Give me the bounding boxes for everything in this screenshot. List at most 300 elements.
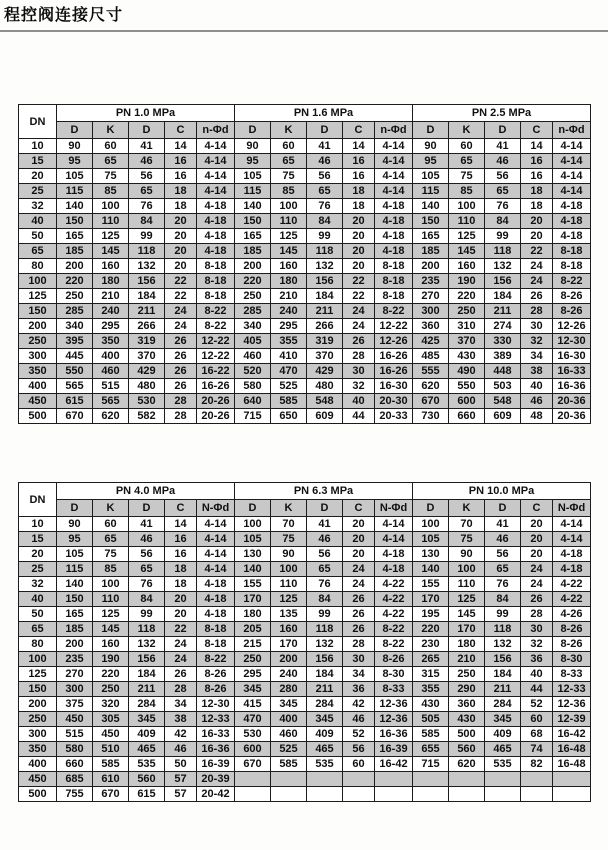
table-row xyxy=(19,517,591,532)
dimension-column-header: C xyxy=(343,122,375,139)
value-cell: 24 xyxy=(165,637,197,652)
value-cell: 90 xyxy=(57,139,93,154)
table-row xyxy=(19,274,591,289)
value-cell: 550 xyxy=(449,379,485,394)
value-cell xyxy=(521,772,553,787)
value-cell: 12-33 xyxy=(197,712,235,727)
value-cell: 250 xyxy=(93,682,129,697)
value-cell: 132 xyxy=(307,637,343,652)
value-cell: 34 xyxy=(165,697,197,712)
value-cell: 16 xyxy=(165,169,197,184)
value-cell: 360 xyxy=(413,319,449,334)
value-cell: 560 xyxy=(449,742,485,757)
value-cell: 40 xyxy=(343,394,375,409)
value-cell: 485 xyxy=(413,349,449,364)
value-cell: 44 xyxy=(343,409,375,424)
value-cell: 105 xyxy=(413,532,449,547)
value-cell: 160 xyxy=(93,259,129,274)
value-cell: 409 xyxy=(129,727,165,742)
value-cell: 30 xyxy=(343,652,375,667)
value-cell: 370 xyxy=(449,334,485,349)
dimension-column-header: C xyxy=(165,500,197,517)
value-cell: 180 xyxy=(93,274,129,289)
value-cell xyxy=(235,772,271,787)
value-cell: 265 xyxy=(413,652,449,667)
value-cell: 75 xyxy=(449,169,485,184)
value-cell: 548 xyxy=(485,394,521,409)
value-cell: 24 xyxy=(343,319,375,334)
value-cell: 319 xyxy=(307,334,343,349)
value-cell: 118 xyxy=(307,622,343,637)
value-cell: 8-18 xyxy=(197,622,235,637)
value-cell: 340 xyxy=(57,319,93,334)
value-cell: 156 xyxy=(485,652,521,667)
dn-cell: 20 xyxy=(19,547,57,562)
value-cell: 57 xyxy=(165,772,197,787)
value-cell: 60 xyxy=(93,517,129,532)
value-cell: 65 xyxy=(485,184,521,199)
value-cell: 185 xyxy=(57,622,93,637)
value-cell: 580 xyxy=(235,379,271,394)
value-cell: 211 xyxy=(485,682,521,697)
dimension-column-header: D xyxy=(413,122,449,139)
value-cell: 515 xyxy=(93,379,129,394)
dimension-column-header: D xyxy=(57,122,93,139)
value-cell: 8-18 xyxy=(553,259,591,274)
value-cell: 118 xyxy=(129,244,165,259)
table-row xyxy=(19,577,591,592)
value-cell: 75 xyxy=(93,169,129,184)
value-cell: 132 xyxy=(485,259,521,274)
value-cell: 20 xyxy=(165,259,197,274)
value-cell: 125 xyxy=(93,607,129,622)
value-cell: 145 xyxy=(449,244,485,259)
value-cell: 8-18 xyxy=(197,259,235,274)
value-cell: 18 xyxy=(343,199,375,214)
value-cell: 445 xyxy=(57,349,93,364)
value-cell xyxy=(521,787,553,802)
value-cell: 76 xyxy=(307,199,343,214)
value-cell: 565 xyxy=(93,394,129,409)
value-cell: 460 xyxy=(235,349,271,364)
value-cell: 4-18 xyxy=(375,229,413,244)
value-cell: 415 xyxy=(235,697,271,712)
dimension-column-header: n-Φd xyxy=(375,122,413,139)
value-cell: 450 xyxy=(57,712,93,727)
value-cell: 555 xyxy=(413,364,449,379)
value-cell: 16-30 xyxy=(375,379,413,394)
value-cell: 60 xyxy=(521,712,553,727)
value-cell: 20-33 xyxy=(375,409,413,424)
value-cell: 4-22 xyxy=(553,577,591,592)
table-row xyxy=(19,547,591,562)
value-cell: 42 xyxy=(343,697,375,712)
value-cell: 20 xyxy=(165,244,197,259)
pressure-class-header: PN 10.0 MPa xyxy=(413,483,591,500)
value-cell: 510 xyxy=(93,742,129,757)
value-cell: 140 xyxy=(413,199,449,214)
value-cell: 580 xyxy=(57,742,93,757)
value-cell: 685 xyxy=(57,772,93,787)
value-cell: 52 xyxy=(521,697,553,712)
value-cell: 505 xyxy=(413,712,449,727)
value-cell: 4-22 xyxy=(375,607,413,622)
value-cell: 84 xyxy=(129,214,165,229)
dimension-header-row xyxy=(19,122,591,139)
value-cell xyxy=(413,787,449,802)
value-cell: 110 xyxy=(449,214,485,229)
value-cell: 211 xyxy=(485,304,521,319)
table-row xyxy=(19,667,591,682)
value-cell: 535 xyxy=(485,757,521,772)
value-cell: 4-14 xyxy=(375,532,413,547)
value-cell: 115 xyxy=(57,184,93,199)
value-cell: 330 xyxy=(485,334,521,349)
dimension-column-header: K xyxy=(93,122,129,139)
value-cell: 660 xyxy=(449,409,485,424)
value-cell: 620 xyxy=(93,409,129,424)
value-cell: 90 xyxy=(271,547,307,562)
value-cell: 16-22 xyxy=(197,364,235,379)
table-row xyxy=(19,364,591,379)
dimension-column-header: C xyxy=(521,500,553,517)
value-cell: 4-14 xyxy=(553,532,591,547)
value-cell: 60 xyxy=(271,139,307,154)
dimension-column-header: N-Φd xyxy=(553,500,591,517)
value-cell: 8-26 xyxy=(553,304,591,319)
value-cell xyxy=(449,787,485,802)
value-cell: 32 xyxy=(521,637,553,652)
value-cell: 16 xyxy=(521,154,553,169)
value-cell: 300 xyxy=(413,304,449,319)
value-cell: 582 xyxy=(129,409,165,424)
value-cell: 16 xyxy=(165,547,197,562)
value-cell xyxy=(485,772,521,787)
value-cell: 16-30 xyxy=(553,349,591,364)
value-cell: 155 xyxy=(413,577,449,592)
value-cell: 40 xyxy=(521,667,553,682)
dimension-column-header: K xyxy=(449,122,485,139)
dimension-column-header: D xyxy=(485,122,521,139)
value-cell: 132 xyxy=(307,259,343,274)
value-cell: 125 xyxy=(449,592,485,607)
dn-cell: 450 xyxy=(19,772,57,787)
value-cell xyxy=(553,787,591,802)
value-cell: 250 xyxy=(235,289,271,304)
value-cell: 46 xyxy=(165,742,197,757)
value-cell: 20-26 xyxy=(197,409,235,424)
value-cell: 26 xyxy=(343,592,375,607)
dimension-column-header: n-Φd xyxy=(553,122,591,139)
value-cell: 84 xyxy=(307,592,343,607)
value-cell: 125 xyxy=(93,229,129,244)
dimension-column-header: C xyxy=(343,500,375,517)
value-cell: 4-18 xyxy=(197,244,235,259)
dn-cell: 40 xyxy=(19,214,57,229)
value-cell: 90 xyxy=(413,139,449,154)
value-cell: 410 xyxy=(271,349,307,364)
value-cell: 670 xyxy=(57,409,93,424)
value-cell: 56 xyxy=(307,169,343,184)
value-cell: 4-18 xyxy=(553,229,591,244)
dn-column-header: DN xyxy=(19,105,57,139)
value-cell: 42 xyxy=(165,727,197,742)
value-cell: 18 xyxy=(165,562,197,577)
dimension-column-header: D xyxy=(307,500,343,517)
dimension-column-header: K xyxy=(449,500,485,517)
value-cell: 75 xyxy=(271,532,307,547)
value-cell: 132 xyxy=(129,259,165,274)
dimension-column-header: D xyxy=(485,500,521,517)
value-cell: 655 xyxy=(413,742,449,757)
value-cell: 4-18 xyxy=(553,547,591,562)
value-cell: 400 xyxy=(93,349,129,364)
value-cell: 105 xyxy=(413,169,449,184)
value-cell: 195 xyxy=(413,607,449,622)
value-cell: 8-26 xyxy=(553,637,591,652)
dn-cell: 15 xyxy=(19,154,57,169)
pressure-class-header: PN 6.3 MPa xyxy=(235,483,413,500)
value-cell: 46 xyxy=(485,532,521,547)
value-cell: 34 xyxy=(343,667,375,682)
table-row xyxy=(19,607,591,622)
value-cell: 360 xyxy=(449,697,485,712)
value-cell: 115 xyxy=(235,184,271,199)
value-cell: 60 xyxy=(93,139,129,154)
dn-cell: 400 xyxy=(19,757,57,772)
value-cell: 345 xyxy=(235,682,271,697)
value-cell: 18 xyxy=(165,577,197,592)
value-cell: 12-22 xyxy=(375,319,413,334)
value-cell: 4-14 xyxy=(197,169,235,184)
value-cell: 660 xyxy=(57,757,93,772)
value-cell: 156 xyxy=(129,274,165,289)
value-cell: 68 xyxy=(521,727,553,742)
value-cell: 12-30 xyxy=(553,334,591,349)
value-cell: 125 xyxy=(271,592,307,607)
value-cell: 548 xyxy=(307,394,343,409)
value-cell: 375 xyxy=(57,697,93,712)
value-cell: 14 xyxy=(165,517,197,532)
value-cell: 20-30 xyxy=(375,394,413,409)
value-cell: 18 xyxy=(521,184,553,199)
value-cell: 26 xyxy=(521,289,553,304)
value-cell: 211 xyxy=(307,682,343,697)
dn-cell: 10 xyxy=(19,517,57,532)
value-cell: 284 xyxy=(129,697,165,712)
value-cell: 4-14 xyxy=(375,154,413,169)
value-cell: 285 xyxy=(57,304,93,319)
value-cell: 160 xyxy=(449,259,485,274)
value-cell: 46 xyxy=(307,154,343,169)
value-cell: 184 xyxy=(485,289,521,304)
value-cell: 90 xyxy=(57,517,93,532)
value-cell: 28 xyxy=(521,607,553,622)
value-cell: 150 xyxy=(57,592,93,607)
value-cell: 76 xyxy=(129,577,165,592)
value-cell: 170 xyxy=(413,592,449,607)
value-cell: 465 xyxy=(485,742,521,757)
value-cell: 20 xyxy=(521,532,553,547)
value-cell: 20 xyxy=(343,229,375,244)
dn-cell: 150 xyxy=(19,682,57,697)
value-cell: 18 xyxy=(343,184,375,199)
value-cell: 99 xyxy=(485,607,521,622)
value-cell: 100 xyxy=(449,199,485,214)
value-cell: 184 xyxy=(129,289,165,304)
value-cell: 156 xyxy=(307,274,343,289)
pressure-class-header: PN 2.5 MPa xyxy=(413,105,591,122)
value-cell: 20 xyxy=(521,229,553,244)
dn-cell: 250 xyxy=(19,712,57,727)
value-cell: 46 xyxy=(307,532,343,547)
value-cell: 8-22 xyxy=(553,274,591,289)
value-cell xyxy=(235,787,271,802)
value-cell: 12-33 xyxy=(553,682,591,697)
value-cell: 400 xyxy=(271,712,307,727)
dn-cell: 65 xyxy=(19,622,57,637)
value-cell: 16-36 xyxy=(375,727,413,742)
value-cell xyxy=(343,772,375,787)
value-cell: 300 xyxy=(57,682,93,697)
value-cell xyxy=(485,787,521,802)
value-cell: 460 xyxy=(271,727,307,742)
value-cell: 22 xyxy=(165,274,197,289)
value-cell: 180 xyxy=(235,607,271,622)
value-cell: 409 xyxy=(307,727,343,742)
value-cell: 180 xyxy=(271,274,307,289)
value-cell: 76 xyxy=(485,577,521,592)
dn-cell: 65 xyxy=(19,244,57,259)
value-cell: 285 xyxy=(235,304,271,319)
value-cell: 4-14 xyxy=(375,169,413,184)
value-cell: 8-22 xyxy=(197,652,235,667)
value-cell: 520 xyxy=(235,364,271,379)
value-cell: 16-39 xyxy=(375,742,413,757)
value-cell: 8-26 xyxy=(197,667,235,682)
value-cell: 16 xyxy=(165,154,197,169)
dn-cell: 10 xyxy=(19,139,57,154)
value-cell: 370 xyxy=(129,349,165,364)
value-cell: 105 xyxy=(235,532,271,547)
value-cell: 16-26 xyxy=(375,349,413,364)
value-cell: 156 xyxy=(129,652,165,667)
value-cell: 429 xyxy=(307,364,343,379)
value-cell: 20-26 xyxy=(197,394,235,409)
value-cell: 84 xyxy=(307,214,343,229)
value-cell: 132 xyxy=(485,637,521,652)
pressure-header-row xyxy=(19,105,591,122)
value-cell: 4-18 xyxy=(375,547,413,562)
value-cell: 145 xyxy=(449,607,485,622)
value-cell: 115 xyxy=(413,184,449,199)
value-cell: 200 xyxy=(57,259,93,274)
value-cell: 22 xyxy=(165,622,197,637)
value-cell: 270 xyxy=(57,667,93,682)
value-cell: 4-18 xyxy=(553,199,591,214)
dn-cell: 15 xyxy=(19,532,57,547)
table-row xyxy=(19,727,591,742)
value-cell: 65 xyxy=(129,562,165,577)
value-cell: 211 xyxy=(307,304,343,319)
value-cell: 140 xyxy=(57,199,93,214)
dimension-column-header: D xyxy=(235,122,271,139)
value-cell: 56 xyxy=(307,547,343,562)
value-cell: 500 xyxy=(449,727,485,742)
value-cell: 220 xyxy=(413,622,449,637)
value-cell: 140 xyxy=(235,562,271,577)
value-cell: 28 xyxy=(165,394,197,409)
value-cell: 480 xyxy=(129,379,165,394)
value-cell: 100 xyxy=(271,199,307,214)
table-row xyxy=(19,394,591,409)
value-cell: 160 xyxy=(271,622,307,637)
value-cell: 235 xyxy=(413,274,449,289)
value-cell: 100 xyxy=(93,577,129,592)
value-cell: 46 xyxy=(521,394,553,409)
value-cell: 36 xyxy=(521,652,553,667)
dn-cell: 125 xyxy=(19,289,57,304)
table-row xyxy=(19,637,591,652)
value-cell: 26 xyxy=(343,607,375,622)
dn-cell: 150 xyxy=(19,304,57,319)
value-cell: 429 xyxy=(129,364,165,379)
dn-cell: 20 xyxy=(19,169,57,184)
value-cell: 100 xyxy=(235,517,271,532)
value-cell: 8-18 xyxy=(197,274,235,289)
value-cell: 28 xyxy=(521,304,553,319)
value-cell: 4-14 xyxy=(553,169,591,184)
value-cell: 28 xyxy=(343,637,375,652)
table-row xyxy=(19,697,591,712)
value-cell: 266 xyxy=(307,319,343,334)
value-cell: 18 xyxy=(165,184,197,199)
value-cell: 22 xyxy=(343,289,375,304)
value-cell: 74 xyxy=(521,742,553,757)
dn-column-header: DN xyxy=(19,483,57,517)
dn-cell: 200 xyxy=(19,697,57,712)
value-cell: 4-18 xyxy=(553,214,591,229)
value-cell: 240 xyxy=(271,304,307,319)
value-cell: 8-30 xyxy=(553,652,591,667)
value-cell: 8-22 xyxy=(375,637,413,652)
value-cell: 480 xyxy=(307,379,343,394)
value-cell: 4-14 xyxy=(553,139,591,154)
value-cell: 170 xyxy=(235,592,271,607)
value-cell: 155 xyxy=(235,577,271,592)
value-cell: 26 xyxy=(165,667,197,682)
value-cell: 8-22 xyxy=(197,319,235,334)
dimension-column-header: K xyxy=(93,500,129,517)
dimension-column-header: n-Φd xyxy=(197,122,235,139)
value-cell: 4-14 xyxy=(375,517,413,532)
value-cell: 30 xyxy=(521,622,553,637)
value-cell: 130 xyxy=(413,547,449,562)
dn-cell: 50 xyxy=(19,607,57,622)
value-cell: 20 xyxy=(343,244,375,259)
table-row xyxy=(19,712,591,727)
value-cell: 46 xyxy=(485,154,521,169)
value-cell: 150 xyxy=(235,214,271,229)
value-cell: 22 xyxy=(521,244,553,259)
value-cell: 715 xyxy=(235,409,271,424)
value-cell: 12-22 xyxy=(197,349,235,364)
table-row xyxy=(19,757,591,772)
value-cell xyxy=(307,787,343,802)
value-cell: 16-36 xyxy=(553,379,591,394)
value-cell: 210 xyxy=(93,289,129,304)
value-cell: 610 xyxy=(93,772,129,787)
